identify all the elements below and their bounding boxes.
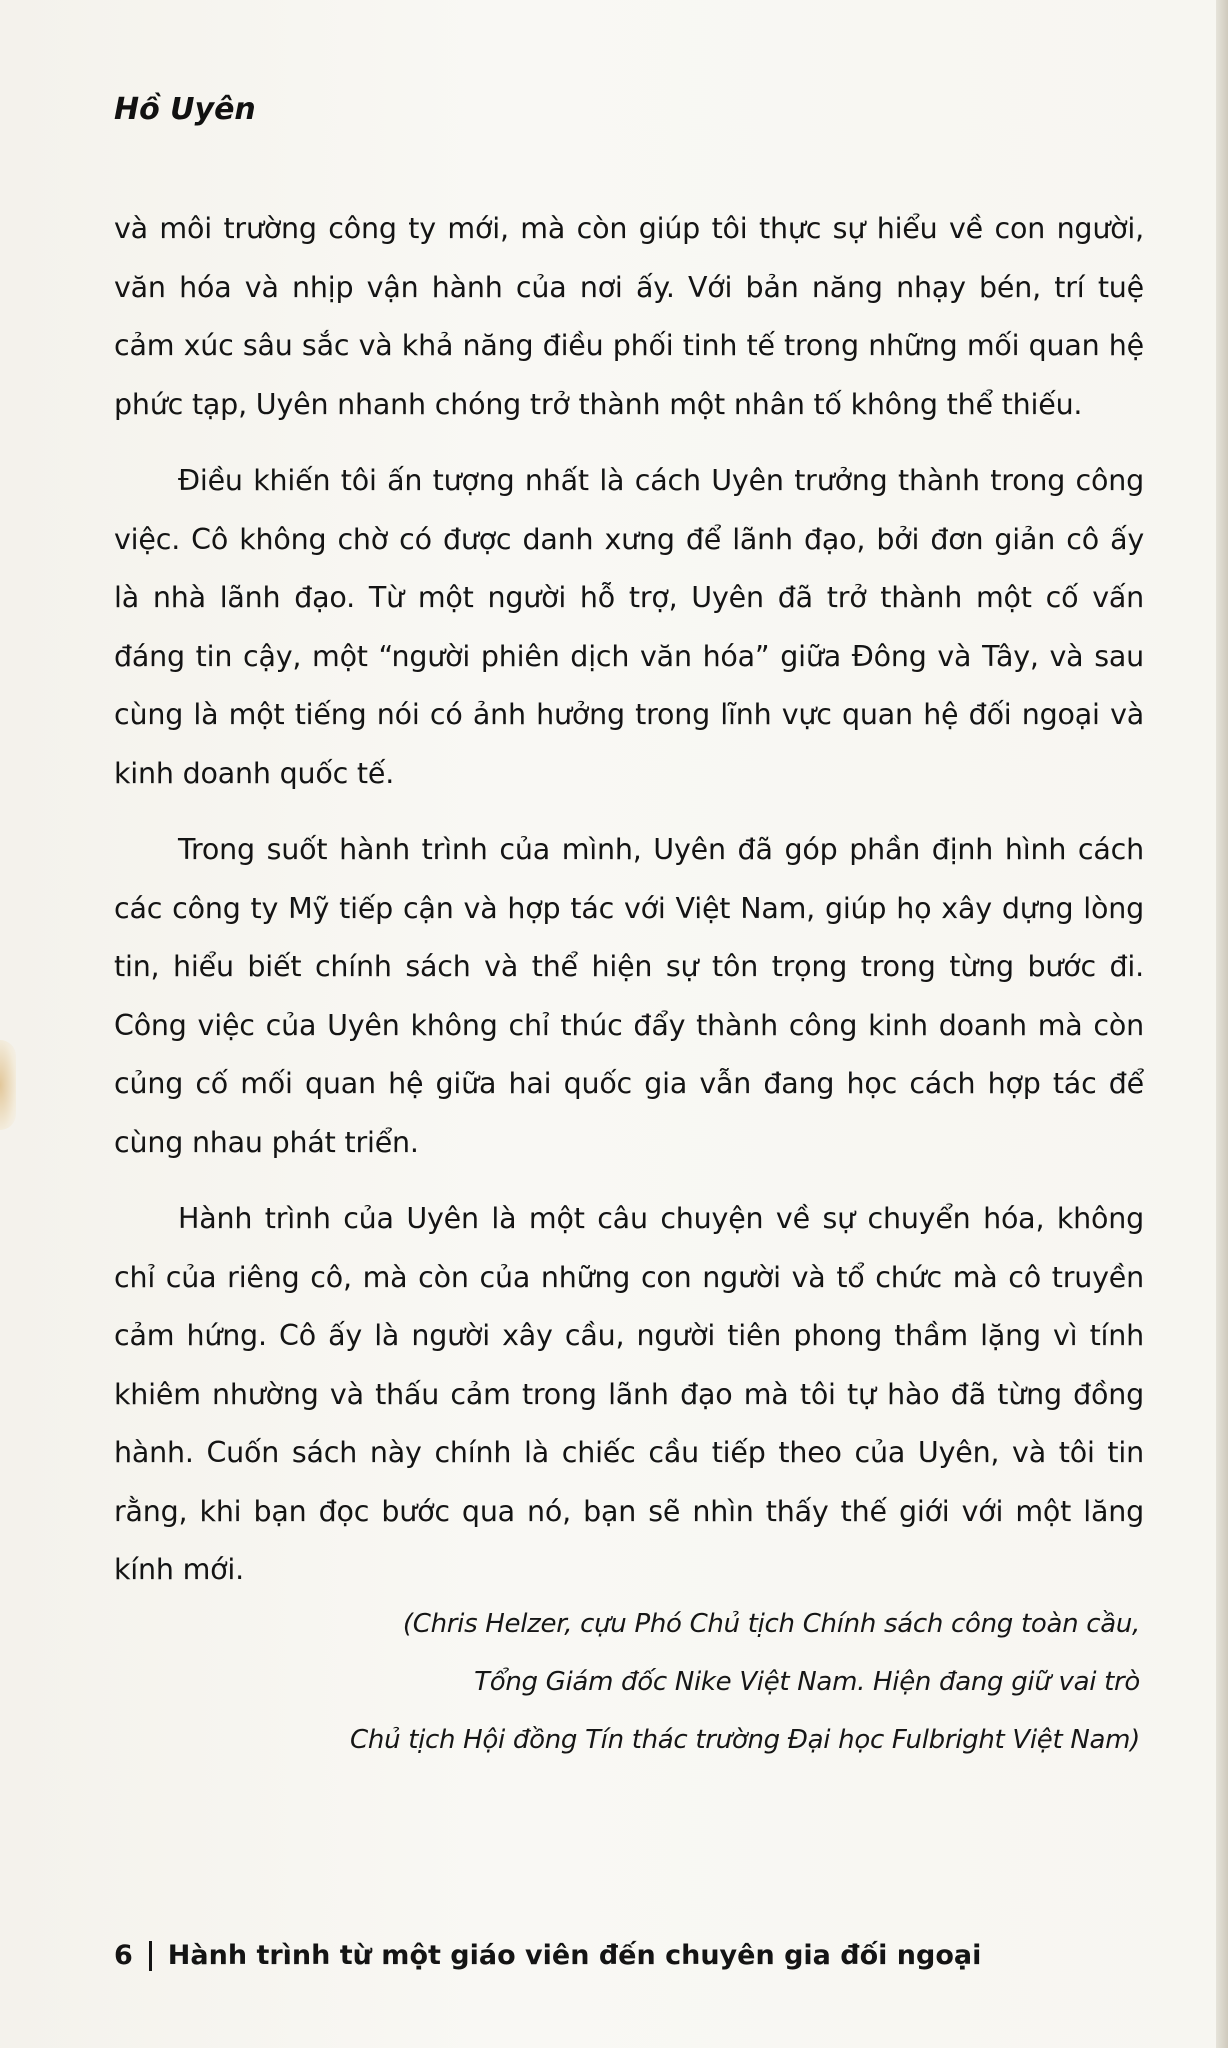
footer-separator bbox=[149, 1941, 152, 1971]
paragraph-4: Hành trình của Uyên là một câu chuyện về sự chuyển hóa, không chỉ của riêng cô, mà còn của những con người và tổ chức mà cô truyền cảm hứng. Cô ấy là người xây cầu, người tiên phong thầm lặng vì tính khiêm nhường và thấu cảm trong lãnh đạo mà tôi tự hào đã từng đồng hành. Cuốn sách này chính là chiếc cầu tiếp theo của Uyên, và tôi tin rằng, khi bạn đọc bước qua nó, bạn sẽ nhìn thấy thế giới với một lăng kính mới. bbox=[114, 1202, 1144, 1586]
page-number: 6 bbox=[114, 1940, 133, 1971]
attribution-line-2: Tổng Giám đốc Nike Việt Nam. Hiện đang giữ vai trò bbox=[474, 1667, 1140, 1697]
paragraph-2: Điều khiến tôi ấn tượng nhất là cách Uyên trưởng thành trong công việc. Cô không chờ có được danh xưng để lãnh đạo, bởi đơn giản cô ấy là nhà lãnh đạo. Từ một người hỗ trợ, Uyên đã trở thành một cố vấn đáng tin cậy, một “người phiên dịch văn hóa” giữa Đông và Tây, và sau cùng là một tiếng nói có ảnh hưởng trong lĩnh vực quan hệ đối ngoại và kinh doanh quốc tế. bbox=[114, 464, 1144, 790]
paragraph-1: và môi trường công ty mới, mà còn giúp tôi thực sự hiểu về con người, văn hóa và nhịp vận hành của nơi ấy. Với bản năng nhạy bén, trí tuệ cảm xúc sâu sắc và khả năng điều phối tinh tế trong những mối quan hệ phức tạp, Uyên nhanh chóng trở thành một nhân tố không thể thiếu. bbox=[114, 212, 1144, 421]
attribution-line-3: Chủ tịch Hội đồng Tín thác trường Đại học Fulbright Việt Nam) bbox=[350, 1725, 1140, 1755]
page-edge bbox=[1216, 0, 1228, 2048]
page-stain bbox=[0, 1040, 16, 1130]
paragraph-3: Trong suốt hành trình của mình, Uyên đã góp phần định hình cách các công ty Mỹ tiếp cận và hợp tác với Việt Nam, giúp họ xây dựng lòng tin, hiểu biết chính sách và thể hiện sự tôn trọng trong từng bước đi. Công việc của Uyên không chỉ thúc đẩy thành công kinh doanh mà còn củng cố mối quan hệ giữa hai quốc gia vẫn đang học cách hợp tác để cùng nhau phát triển. bbox=[114, 833, 1144, 1159]
footer-book-title: Hành trình từ một giáo viên đến chuyên gia đối ngoại bbox=[167, 1940, 982, 1971]
attribution-line-1: (Chris Helzer, cựu Phó Chủ tịch Chính sách công toàn cầu, bbox=[402, 1609, 1140, 1639]
attribution bbox=[110, 1595, 1140, 1769]
page-footer bbox=[114, 1940, 981, 1971]
body-text bbox=[114, 200, 1144, 1618]
running-header-author: Hồ Uyên bbox=[114, 92, 256, 127]
